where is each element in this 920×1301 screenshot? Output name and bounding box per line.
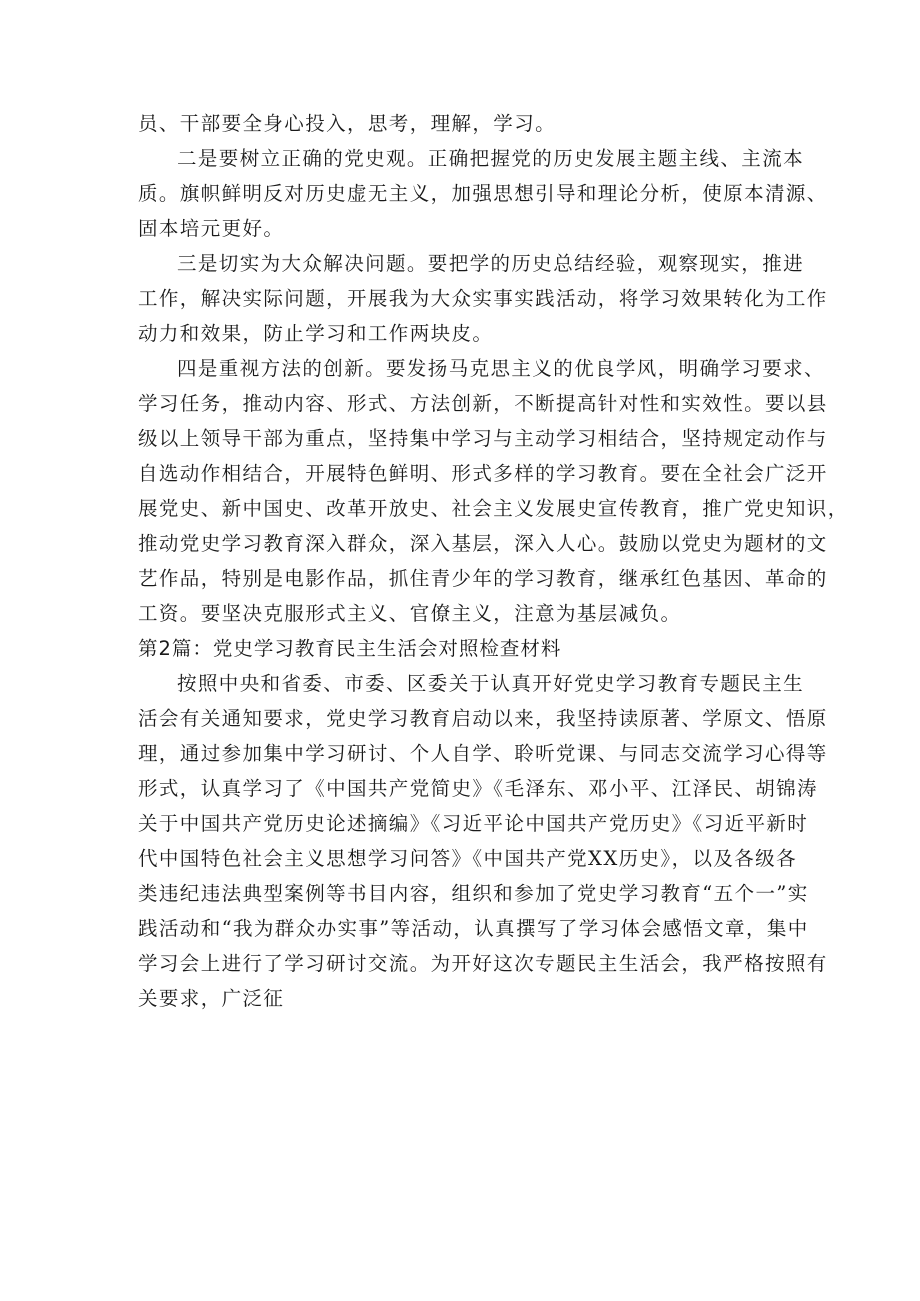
paragraph-point-two <box>138 141 828 246</box>
text-line: 学习会上进行了学习研讨交流。为开好这次专题民主生活会，我严格按照有 <box>138 952 828 975</box>
text-line: 展党史、新中国史、改革开放史、社会主义发展史宣传教育，推广党史知识， <box>138 497 849 520</box>
text-line: 二是要树立正确的党史观。正确把握党的历史发展主题主线、主流本 <box>177 147 805 170</box>
paragraph-section-two-intro <box>138 666 828 1016</box>
text-line: 活会有关通知要求，党史学习教育启动以来，我坚持读原著、学原文、悟原 <box>138 707 828 730</box>
text-line: 员、干部要全身心投入，思考，理解，学习。 <box>138 112 557 135</box>
text-line: 工资。要坚决克服形式主义、官僚主义，注意为基层减负。 <box>138 602 682 625</box>
paragraph-continuation <box>138 106 788 141</box>
text-line: 自选动作相结合，开展特色鲜明、形式多样的学习教育。要在全社会广泛开 <box>138 462 828 485</box>
text-line: 艺作品，特别是电影作品，抓住青少年的学习教育，继承红色基因、革命的 <box>138 567 828 590</box>
text-line: 质。旗帜鲜明反对历史虚无主义，加强思想引导和理论分析，使原本清源、 <box>138 182 828 205</box>
text-line: 践活动和“我为群众办实事”等活动，认真撰写了学习体会感悟文章，集中 <box>138 917 809 940</box>
text-line: 关于中国共产党历史论述摘编》《习近平论中国共产党历史》《习近平新时 <box>138 812 809 835</box>
text-line: 学习任务，推动内容、形式、方法创新，不断提高针对性和实效性。要以县 <box>138 392 828 415</box>
text-line: 关要求，广泛征 <box>138 987 285 1010</box>
section-heading: 第2篇：党史学习教育民主生活会对照检查材料 <box>138 637 562 660</box>
text-line: 动力和效果，防止学习和工作两块皮。 <box>138 322 494 345</box>
document-page <box>138 106 849 1016</box>
paragraph-point-three <box>138 246 828 351</box>
text-line: 三是切实为大众解决问题。要把学的历史总结经验，观察现实，推进 <box>177 252 805 275</box>
text-line: 理，通过参加集中学习研讨、个人自学、聆听党课、与同志交流学习心得等 <box>138 742 828 765</box>
text-line: 工作，解决实际问题，开展我为大众实事实践活动，将学习效果转化为工作 <box>138 287 828 310</box>
text-line: 级以上领导干部为重点，坚持集中学习与主动学习相结合，坚持规定动作与 <box>138 427 828 450</box>
text-line: 推动党史学习教育深入群众，深入基层，深入人心。鼓励以党史为题材的文 <box>138 532 828 555</box>
paragraph-point-four <box>138 351 849 631</box>
text-line: 形式，认真学习了《中国共产党简史》《毛泽东、邓小平、江泽民、胡锦涛 <box>138 777 818 800</box>
text-line: 代中国特色社会主义思想学习问答》《中国共产党XX历史》，以及各级各 <box>138 847 797 870</box>
text-line: 四是重视方法的创新。要发扬马克思主义的优良学风，明确学习要求、 <box>177 357 825 380</box>
text-line: 按照中央和省委、市委、区委关于认真开好党史学习教育专题民主生 <box>177 672 805 695</box>
text-line: 类违纪违法典型案例等书目内容，组织和参加了党史学习教育“五个一”实 <box>138 882 809 905</box>
text-line: 固本培元更好。 <box>138 217 285 240</box>
